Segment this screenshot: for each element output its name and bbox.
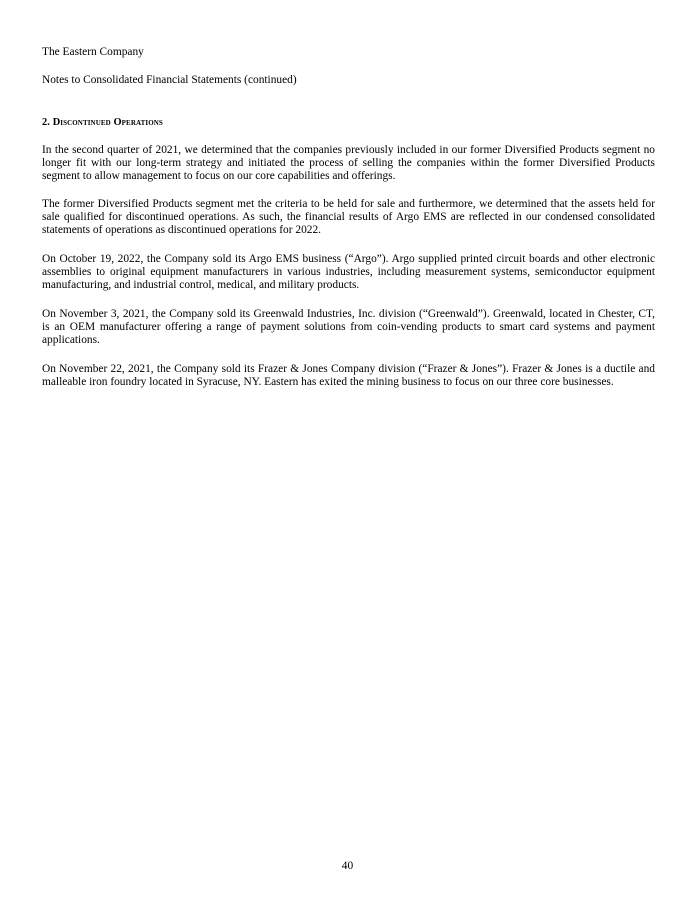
page-number: 40 (341, 860, 354, 872)
notes-title: Notes to Consolidated Financial Statements (continued) (42, 74, 297, 86)
paragraph-held-for-sale: The former Diversified Products segment met the criteria to be held for sale and furthermore, we determined that the assets held for sale qualified for discontinued operations. As such, the financial results of Argo EMS are reflected in our condensed consolidated statements of operations as discontinued operations for 2022. (42, 198, 655, 237)
paragraph-greenwald-sale: On November 3, 2021, the Company sold its Greenwald Industries, Inc. division (“Greenwald”). Greenwald, located in Chester, CT, is an OEM manufacturer offering a range of payment solutions from coin-vending products to smart card systems and payment applications. (42, 308, 655, 347)
paragraph-segment-decision: In the second quarter of 2021, we determined that the companies previously included in our former Diversified Products segment no longer fit with our long-term strategy and initiated the process of selling the companies within the former Diversified Products segment to allow management to focus on our core capabilities and offerings. (42, 144, 655, 183)
section-heading: 2. Discontinued Operations (42, 117, 163, 128)
company-name: The Eastern Company (42, 46, 144, 58)
paragraph-frazer-jones-sale: On November 22, 2021, the Company sold its Frazer & Jones Company division (“Frazer & Jones”). Frazer & Jones is a ductile and malleable iron foundry located in Syracuse, NY. Eastern has exited the mining business to focus on our three core businesses. (42, 363, 655, 389)
paragraph-argo-sale: On October 19, 2022, the Company sold its Argo EMS business (“Argo”). Argo supplied printed circuit boards and other electronic assemblies to original equipment manufacturers in various industries, including measurement systems, semiconductor equipment manufacturing, and industrial control, medical, and military products. (42, 253, 655, 292)
